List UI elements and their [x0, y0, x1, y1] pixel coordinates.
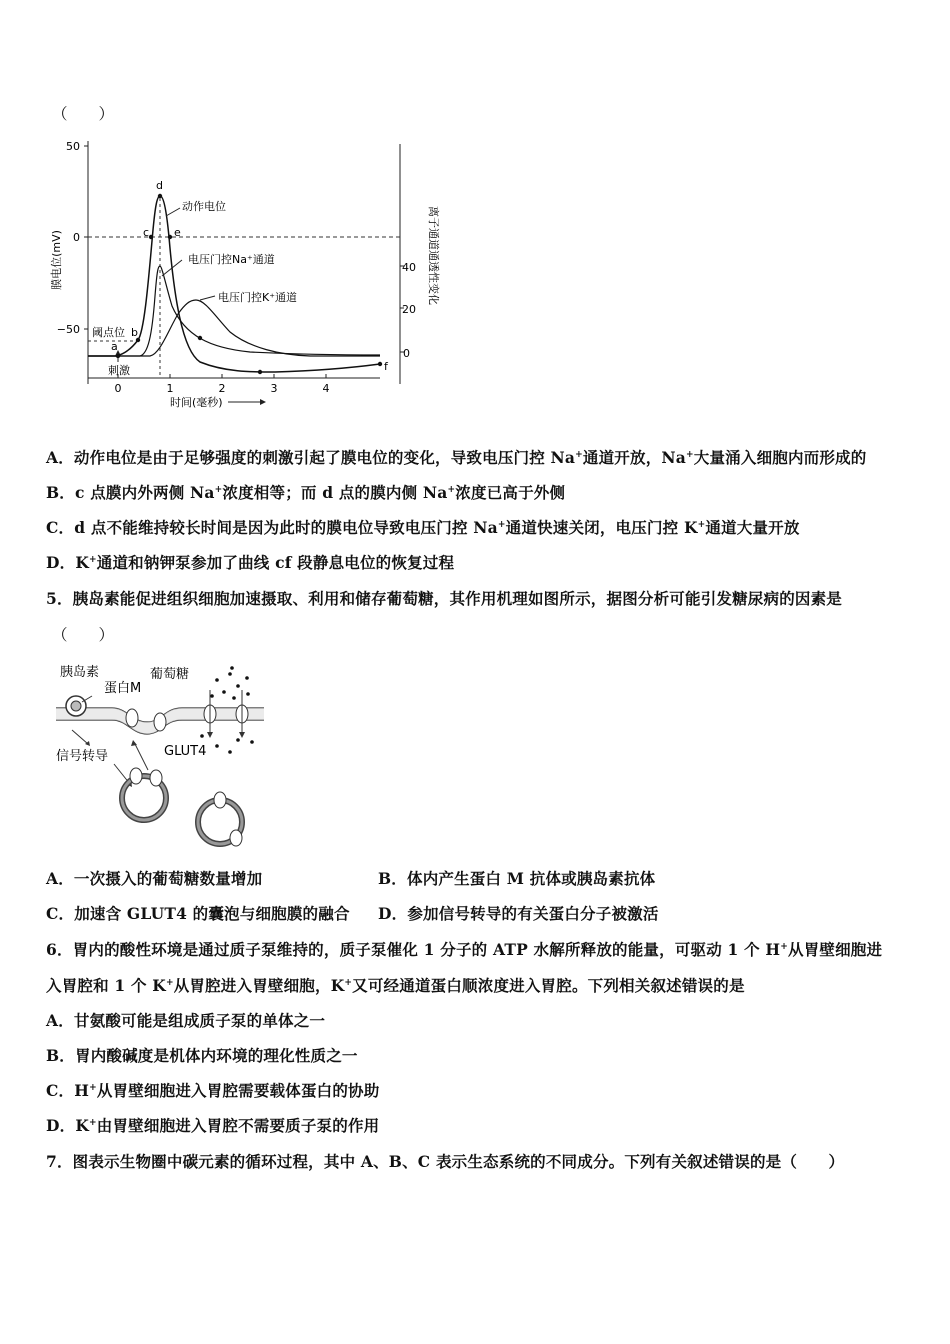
- q5-option-c: C．加速含 GLUT4 的囊泡与细胞膜的融合: [46, 904, 350, 923]
- q6-option-c: C．H+从胃壁细胞进入胃腔需要载体蛋白的协助: [46, 1081, 380, 1100]
- q7-stem: 7．图表示生物圈中碳元素的循环过程，其中 A、B、C 表示生态系统的不同成分。下列有关叙述错误的是（ ）: [46, 1152, 845, 1171]
- x-label: 时间(毫秒): [170, 396, 223, 409]
- q5-option-d: D．参加信号转导的有关蛋白分子被激活: [378, 904, 659, 923]
- y-right-tick-40: 40: [402, 261, 416, 274]
- y-right-tick-20: 20: [402, 303, 416, 316]
- point-d: d: [156, 179, 163, 192]
- q4-answer-paren: （ ）: [52, 105, 115, 123]
- q4-option-c: C．d 点不能维持较长时间是因为此时的膜电位导致电压门控 Na+通道快速关闭，电压门控 K+通道大量开放: [46, 518, 800, 537]
- q6-option-d: D．K+由胃壁细胞进入胃腔不需要质子泵的作用: [46, 1116, 380, 1135]
- curve-label-k: 电压门控K⁺通道: [218, 291, 298, 304]
- point-a: a: [111, 340, 118, 353]
- y-tick-minus50: −50: [56, 323, 80, 336]
- protein-m-label: 蛋白M: [104, 681, 142, 696]
- point-b: b: [131, 326, 138, 339]
- y-tick-50: 50: [66, 140, 80, 153]
- q5-option-b: B．体内产生蛋白 M 抗体或胰岛素抗体: [378, 869, 656, 888]
- y-right-label: 离子通道通透性变化: [427, 206, 440, 305]
- q5-option-a: A．一次摄入的葡萄糖数量增加: [46, 869, 263, 888]
- stimulus-label: 刺激: [108, 364, 130, 377]
- q6-option-b: B．胃内酸碱度是机体内环境的理化性质之一: [46, 1046, 358, 1065]
- signal-transduction-label: 信号转导: [56, 749, 109, 764]
- q6-stem-line2: 入胃腔和 1 个 K+从胃腔进入胃壁细胞，K+又可经通道蛋白顺浓度进入胃腔。下列相关叙述错误的是: [46, 976, 745, 995]
- y-tick-0: 0: [73, 231, 80, 244]
- x-tick-1: 1: [166, 382, 174, 395]
- threshold-label: 阈点位: [92, 326, 125, 339]
- insulin-glut4-figure: [52, 660, 282, 860]
- action-potential-figure: [50, 136, 450, 412]
- q5-answer-paren: （ ）: [52, 626, 115, 644]
- q4-option-b: B．c 点膜内外两侧 Na+浓度相等；而 d 点的膜内侧 Na+浓度已高于外侧: [46, 483, 566, 502]
- curve-label-action: 动作电位: [182, 200, 226, 213]
- x-tick-4: 4: [322, 382, 330, 395]
- point-f: f: [384, 360, 388, 373]
- q6-option-a: A．甘氨酸可能是组成质子泵的单体之一: [46, 1011, 326, 1030]
- x-tick-0: 0: [114, 382, 122, 395]
- glut4-label: GLUT4: [164, 744, 207, 759]
- q4-option-d: D．K+通道和钠钾泵参加了曲线 cf 段静息电位的恢复过程: [46, 553, 455, 572]
- y-left-label: 膜电位(mV): [50, 230, 63, 290]
- point-e: e: [174, 226, 181, 239]
- y-right-tick-0: 0: [403, 347, 410, 360]
- glucose-label: 葡萄糖: [150, 667, 190, 682]
- q6-stem-line1: 6．胃内的酸性环境是通过质子泵维持的，质子泵催化 1 分子的 ATP 水解所释放的能量，可驱动 1 个 H+从胃壁细胞进: [46, 940, 883, 959]
- q5-stem: 5．胰岛素能促进组织细胞加速摄取、利用和储存葡萄糖，其作用机理如图所示，据图分析可能引发糖尿病的因素是: [46, 589, 842, 608]
- curve-label-na: 电压门控Na⁺通道: [188, 253, 275, 266]
- x-tick-2: 2: [218, 382, 226, 395]
- x-tick-3: 3: [270, 382, 278, 395]
- insulin-label: 胰岛素: [60, 665, 100, 680]
- point-c: c: [143, 226, 150, 239]
- q4-option-a: A．动作电位是由于足够强度的刺激引起了膜电位的变化，导致电压门控 Na+通道开放，Na+大量涌入细胞内而形成的: [46, 448, 867, 467]
